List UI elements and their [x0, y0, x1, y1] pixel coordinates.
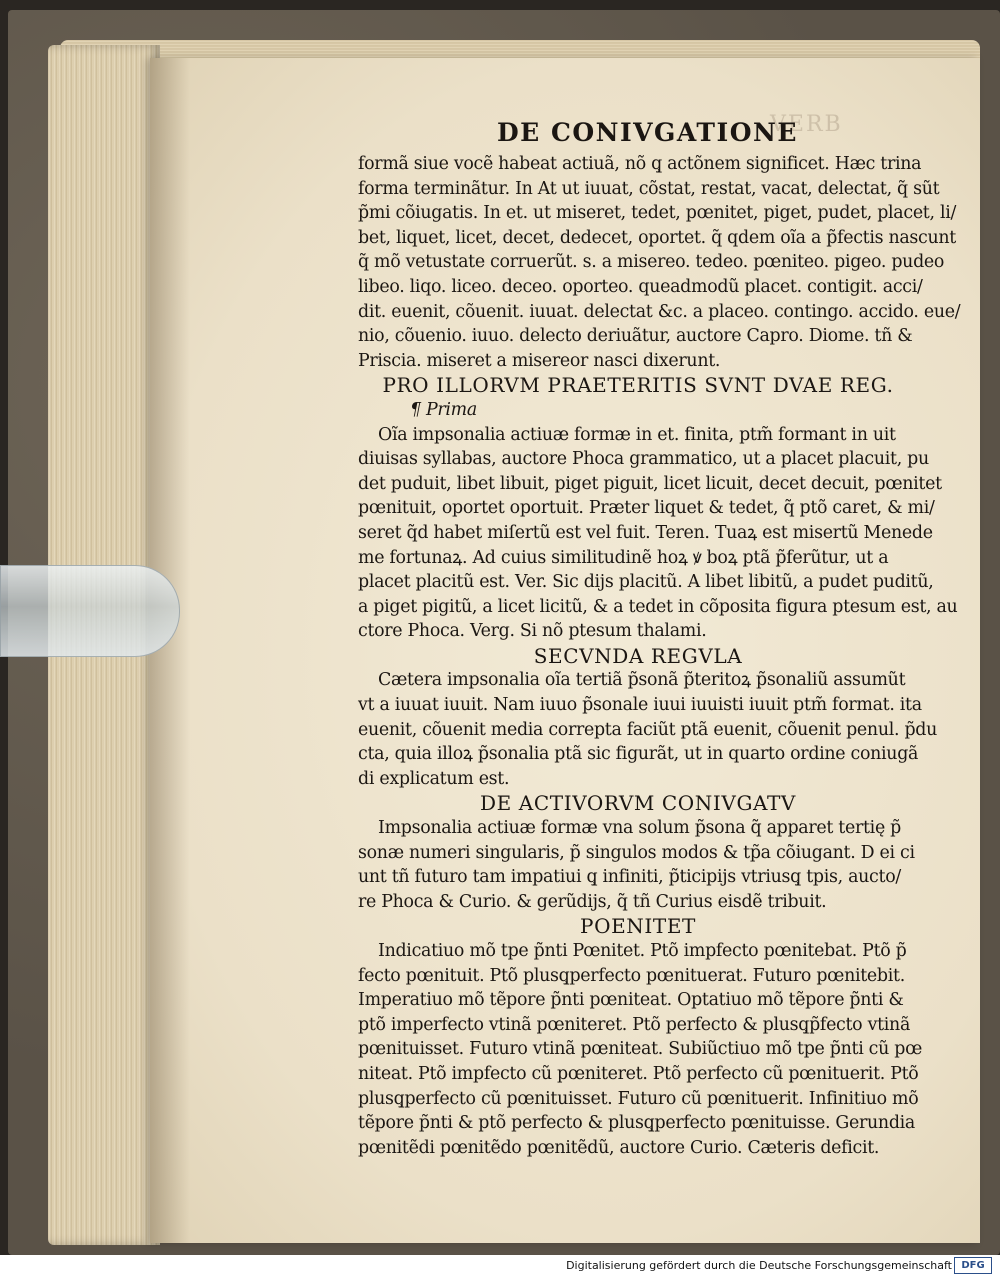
page-holder-clip	[0, 565, 180, 657]
text-line: ¶ Prima	[410, 399, 477, 420]
text-line: PRO ILLORVM PRAETERITIS SVNT DVAE REG.	[382, 373, 894, 398]
text-line: fecto pœnituit. Ptõ plusq̧perfecto pœnituerat. Futuro pœnitebit.	[358, 965, 905, 986]
text-line: q̃ mõ vetustate corruerũt. s. a misereo. tedeo. pœniteo. pigeo. pudeo	[358, 252, 945, 273]
text-line: nio, cõuenio. iuuo. delecto deriuãtur, auctore Capro. Diome. tñ &	[358, 326, 913, 347]
text-line: placet placitũ est. Ver. Sic dijs placitũ. A libet libitũ, a pudet puditũ,	[358, 572, 934, 593]
text-line: a piget pigitũ, a licet licitũ, & a tedet in cõposita figura ptesum est, au	[358, 596, 958, 617]
text-line: plusq̧perfecto cũ pœnituisset. Futuro cũ pœnituerit. Infinitiuo mõ	[358, 1088, 919, 1109]
show-through-text: VERB	[770, 112, 843, 137]
text-line: Oĩa impsonalia actiuæ formæ in et. finita, ptm̃ formant in uit	[378, 424, 896, 445]
text-line: Priscia. miseret a misereor nasci dixerunt.	[358, 350, 721, 371]
text-line: niteat. Ptõ impfecto cũ pœniteret. Ptõ perfecto cũ pœnituerit. Ptõ	[358, 1063, 919, 1084]
text-line: libeo. liqo. liceo. deceo. oporteo. queadmodũ placet. contigit. acci/	[358, 276, 923, 297]
dfg-logo: DFG	[954, 1257, 992, 1274]
text-line: unt tñ futuro tam impatiui q̧ infiniti, p̃ticipijs vtriusq̧ tpis, aucto/	[358, 867, 901, 888]
text-line: cta, quia illoꝝ p̃sonalia ptã sic figurãt, ut in quarto ordine coniugã	[358, 744, 919, 765]
text-line: diuisas syllabas, auctore Phoca grammatico, ut a placet placuit, pu	[358, 449, 929, 470]
text-line: sonæ numeri singularis, p̃ singulos modos & tp̃a cõiugant. D ei ci	[358, 842, 915, 863]
text-line: Imperatiuo mõ tẽpore p̃nti pœniteat. Optatiuo mõ tẽpore p̃nti &	[358, 990, 904, 1011]
text-line: me fortunaꝝ. Ad cuius similitudinẽ hoꝝ ꝟ boꝝ ptã p̃ferũtur, ut a	[358, 547, 889, 568]
text-line: forma terminãtur. In At ut iuuat, cõstat, restat, vacat, delectat, q̃ sũt	[358, 178, 940, 199]
text-line: p̃mi cõiugatis. In et. ut miseret, tedet, pœnitet, piget, pudet, placet, li/	[358, 203, 957, 224]
text-line: bet, liquet, licet, decet, dedecet, oportet. q̃ qdem oĩa a p̃fectis nascunt	[358, 227, 956, 248]
text-line: vt a iuuat iuuit. Nam iuuo p̃sonale iuui iuuisti iuuit ptm̃ format. ita	[358, 695, 922, 716]
running-headline: DE CONIVGATIONE	[497, 118, 798, 147]
footer-credit: Digitalisierung gefördert durch die Deutsche Forschungsgemeinschaft	[566, 1259, 952, 1272]
text-line: Indicatiuo mõ tpe p̃nti Pœnitet. Ptõ impfecto pœnitebat. Ptõ p̃	[378, 941, 907, 961]
text-line: POENITET	[580, 914, 696, 939]
text-line: seret q̃d habet miſertũ est vel fuit. Teren. Tuaꝝ est misertũ Menede	[358, 522, 933, 543]
text-line: det puduit, libet libuit, piget piguit, licet licuit, decet decuit, pœnitet	[358, 473, 942, 494]
text-line: euenit, cõuenit media correpta faciũt ptã euenit, cõuenit penul. p̃du	[358, 719, 938, 740]
text-line: dit. euenit, cõuenit. iuuat. delectat &c. a placeo. contingo. accido. eue/	[358, 301, 961, 322]
text-line: tẽpore p̃nti & ptõ perfecto & plusq̧perfecto pœnituisse. Gerundia	[358, 1113, 915, 1134]
text-line: SECVNDA REGVLA	[533, 643, 743, 668]
text-line: formã siue vocẽ habeat actiuã, nõ q̧ actõnem significet. Hæc trina	[358, 154, 922, 174]
text-line: DE ACTIVORVM CONIVGATV	[480, 791, 796, 816]
printed-text-block	[358, 152, 961, 1160]
text-line: di explicatum est.	[358, 768, 510, 789]
text-line: Impsonalia actiuæ formæ vna solum p̃sona q̃ apparet tertię p̃	[378, 818, 901, 839]
text-line: pœnituit, oportet oportuit. Præter liquet & tedet, q̃ ptõ caret, & mi/	[358, 498, 935, 519]
text-line: re Phoca & Curio. & gerũdijs, q̃ tñ Curius eisdẽ tribuit.	[358, 891, 827, 912]
text-line: Cætera impsonalia oĩa tertiã p̃sonã p̃teritoꝝ p̃sonaliũ assumũt	[378, 670, 906, 691]
text-line: ptõ imperfecto vtinã pœniteret. Ptõ perfecto & plusq̧p̃fecto vtinã	[358, 1014, 911, 1035]
text-line: pœnitẽdi pœnitẽdo pœnitẽdũ, auctore Curio. Cæteris deficit.	[358, 1137, 880, 1158]
text-line: ctore Phoca. Verg. Si nõ ptesum thalami.	[358, 621, 707, 642]
text-line: pœnituisset. Futuro vtinã pœniteat. Subiũctiuo mõ tpe p̃nti cũ pœ	[358, 1039, 922, 1060]
